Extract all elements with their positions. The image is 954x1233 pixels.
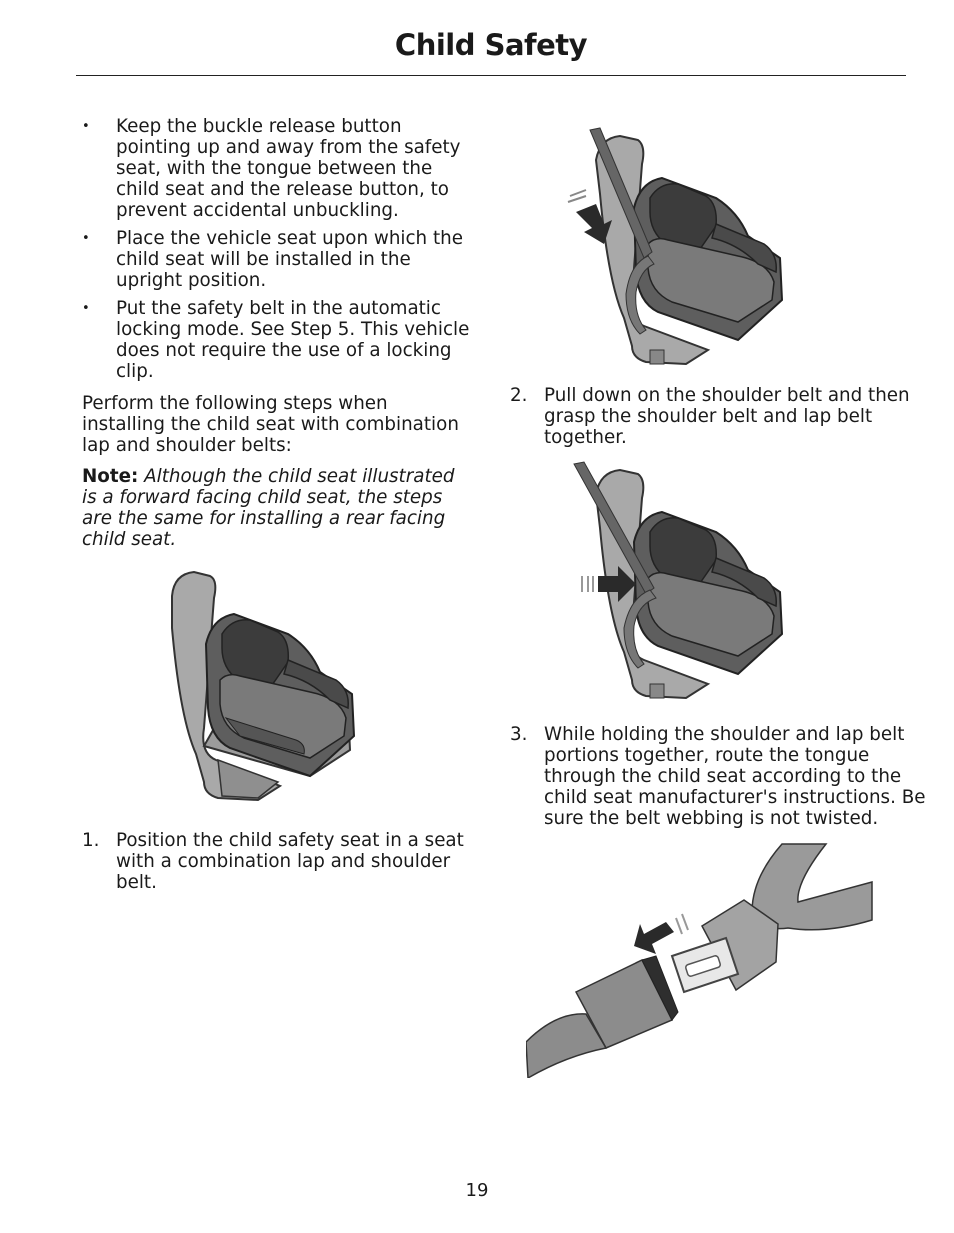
title-divider [76, 75, 906, 76]
bullet-mark: • [82, 119, 90, 134]
page-title: Child Safety [394, 28, 588, 62]
bullet-mark: • [82, 231, 90, 246]
step-text: Position the child safety seat in a seat with a combination lap and shoulder belt. [116, 830, 464, 893]
step-text: While holding the shoulder and lap belt portions together, route the tongue through the child seat according to the child seat manufacturer's instructions. Be sure the belt webbing is not twisted. [544, 724, 926, 829]
step-text: Pull down on the shoulder belt and then grasp the shoulder belt and lap belt together. [544, 385, 910, 448]
bullet-mark: • [82, 301, 90, 316]
perform-steps-paragraph: Perform the following steps when installing the child seat with combination lap and shoulder belts: [82, 393, 459, 456]
left-column [82, 116, 474, 550]
step-number: 3. [510, 724, 528, 745]
note-label: Note: [82, 466, 139, 487]
bullet-text: Put the safety belt in the automatic locking mode. See Step 5. This vehicle does not require the use of a locking clip. [116, 298, 470, 382]
page-number: 19 [465, 1180, 489, 1201]
bullet-item-locking-mode [82, 298, 474, 382]
child-seat-illustration [160, 568, 360, 810]
step-number: 1. [82, 830, 100, 851]
left-arrow-icon [634, 914, 688, 954]
bullet-text: Keep the buckle release button pointing up and away from the safety seat, with the tongue between the child seat and the release button, to prevent accidental unbuckling. [116, 116, 461, 221]
bullet-item-upright [82, 228, 474, 291]
intro-bullet-list [82, 116, 474, 382]
bullet-text: Place the vehicle seat upon which the child seat will be installed in the upright position. [116, 228, 463, 291]
step-number: 2. [510, 385, 528, 406]
note-paragraph [82, 466, 474, 550]
belts-together-illustration [570, 458, 790, 704]
step-1 [82, 830, 474, 893]
note-text: Although the child seat illustrated is a forward facing child seat, the steps are the same for installing a rear facing child seat. [82, 466, 455, 550]
bullet-item-buckle [82, 116, 474, 221]
buckle-tongue-illustration [526, 842, 874, 1078]
step-3 [510, 724, 940, 829]
step-2 [510, 385, 916, 448]
shoulder-belt-pull-illustration [564, 124, 790, 370]
